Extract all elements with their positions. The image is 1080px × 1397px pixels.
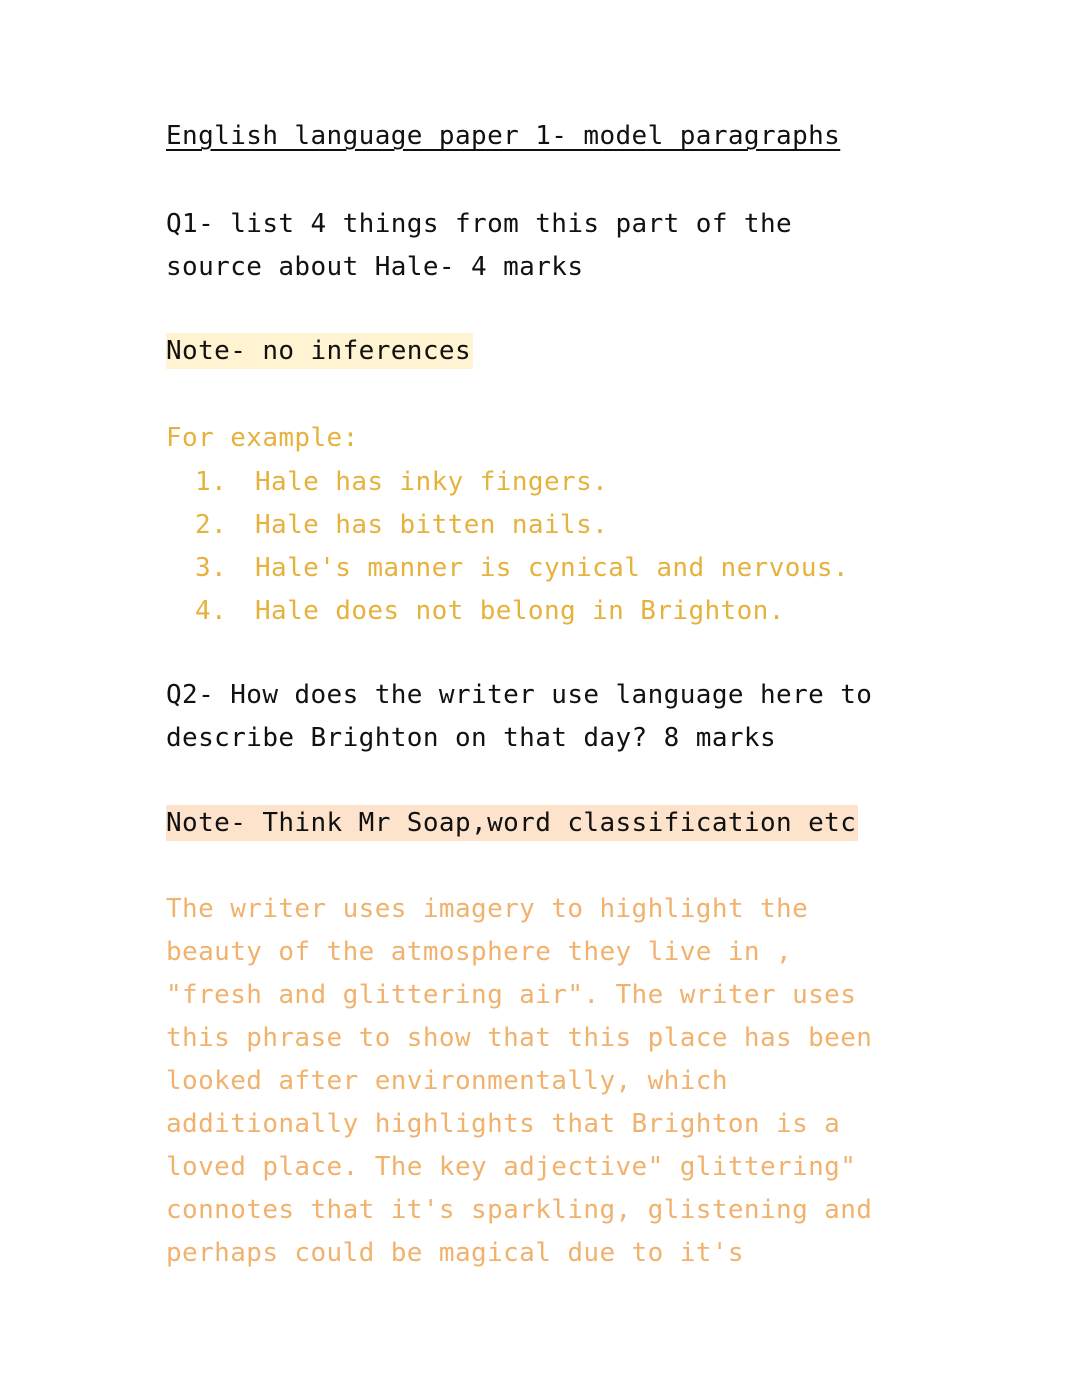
list-item-number: 3.: [195, 553, 228, 583]
model-answer-paragraph: [166, 888, 872, 1275]
list-item-number: 1.: [195, 467, 228, 497]
question-1-line: source about Hale- 4 marks: [166, 252, 584, 282]
question-1-line: Q1- list 4 things from this part of the: [166, 209, 793, 239]
question-1: [166, 203, 792, 289]
answer-line: connotes that it's sparkling, glistening and: [166, 1195, 873, 1225]
answer-line: beauty of the atmosphere they live in ,: [166, 937, 793, 967]
list-item-number: 2.: [195, 510, 228, 540]
answer-line: loved place. The key adjective" glittering": [166, 1152, 857, 1182]
list-item-number: 4.: [195, 596, 228, 626]
document-title: English language paper 1- model paragraphs: [166, 121, 841, 151]
question-2-line: describe Brighton on that day? 8 marks: [166, 723, 777, 753]
list-item: [195, 590, 849, 633]
list-item: [195, 547, 849, 590]
list-item: [195, 461, 849, 504]
note-mr-soap: Note- Think Mr Soap,word classification etc: [166, 805, 858, 841]
note-no-inferences: Note- no inferences: [166, 333, 473, 369]
list-item: [195, 504, 849, 547]
list-item-text: Hale has inky fingers.: [255, 467, 609, 497]
list-item-text: Hale does not belong in Brighton.: [255, 596, 785, 626]
answer-line: looked after environmentally, which: [166, 1066, 728, 1096]
answer-line: additionally highlights that Brighton is a: [166, 1109, 841, 1139]
list-item-text: Hale has bitten nails.: [255, 510, 609, 540]
example-list: [195, 461, 849, 633]
question-2: [166, 674, 872, 760]
answer-line: this phrase to show that this place has been: [166, 1023, 873, 1053]
answer-line: "fresh and glittering air". The writer uses: [166, 980, 857, 1010]
question-2-line: Q2- How does the writer use language here to: [166, 680, 873, 710]
answer-line: perhaps could be magical due to it's: [166, 1238, 744, 1268]
answer-line: The writer uses imagery to highlight the: [166, 894, 809, 924]
example-heading: For example:: [166, 423, 359, 453]
list-item-text: Hale's manner is cynical and nervous.: [255, 553, 849, 583]
